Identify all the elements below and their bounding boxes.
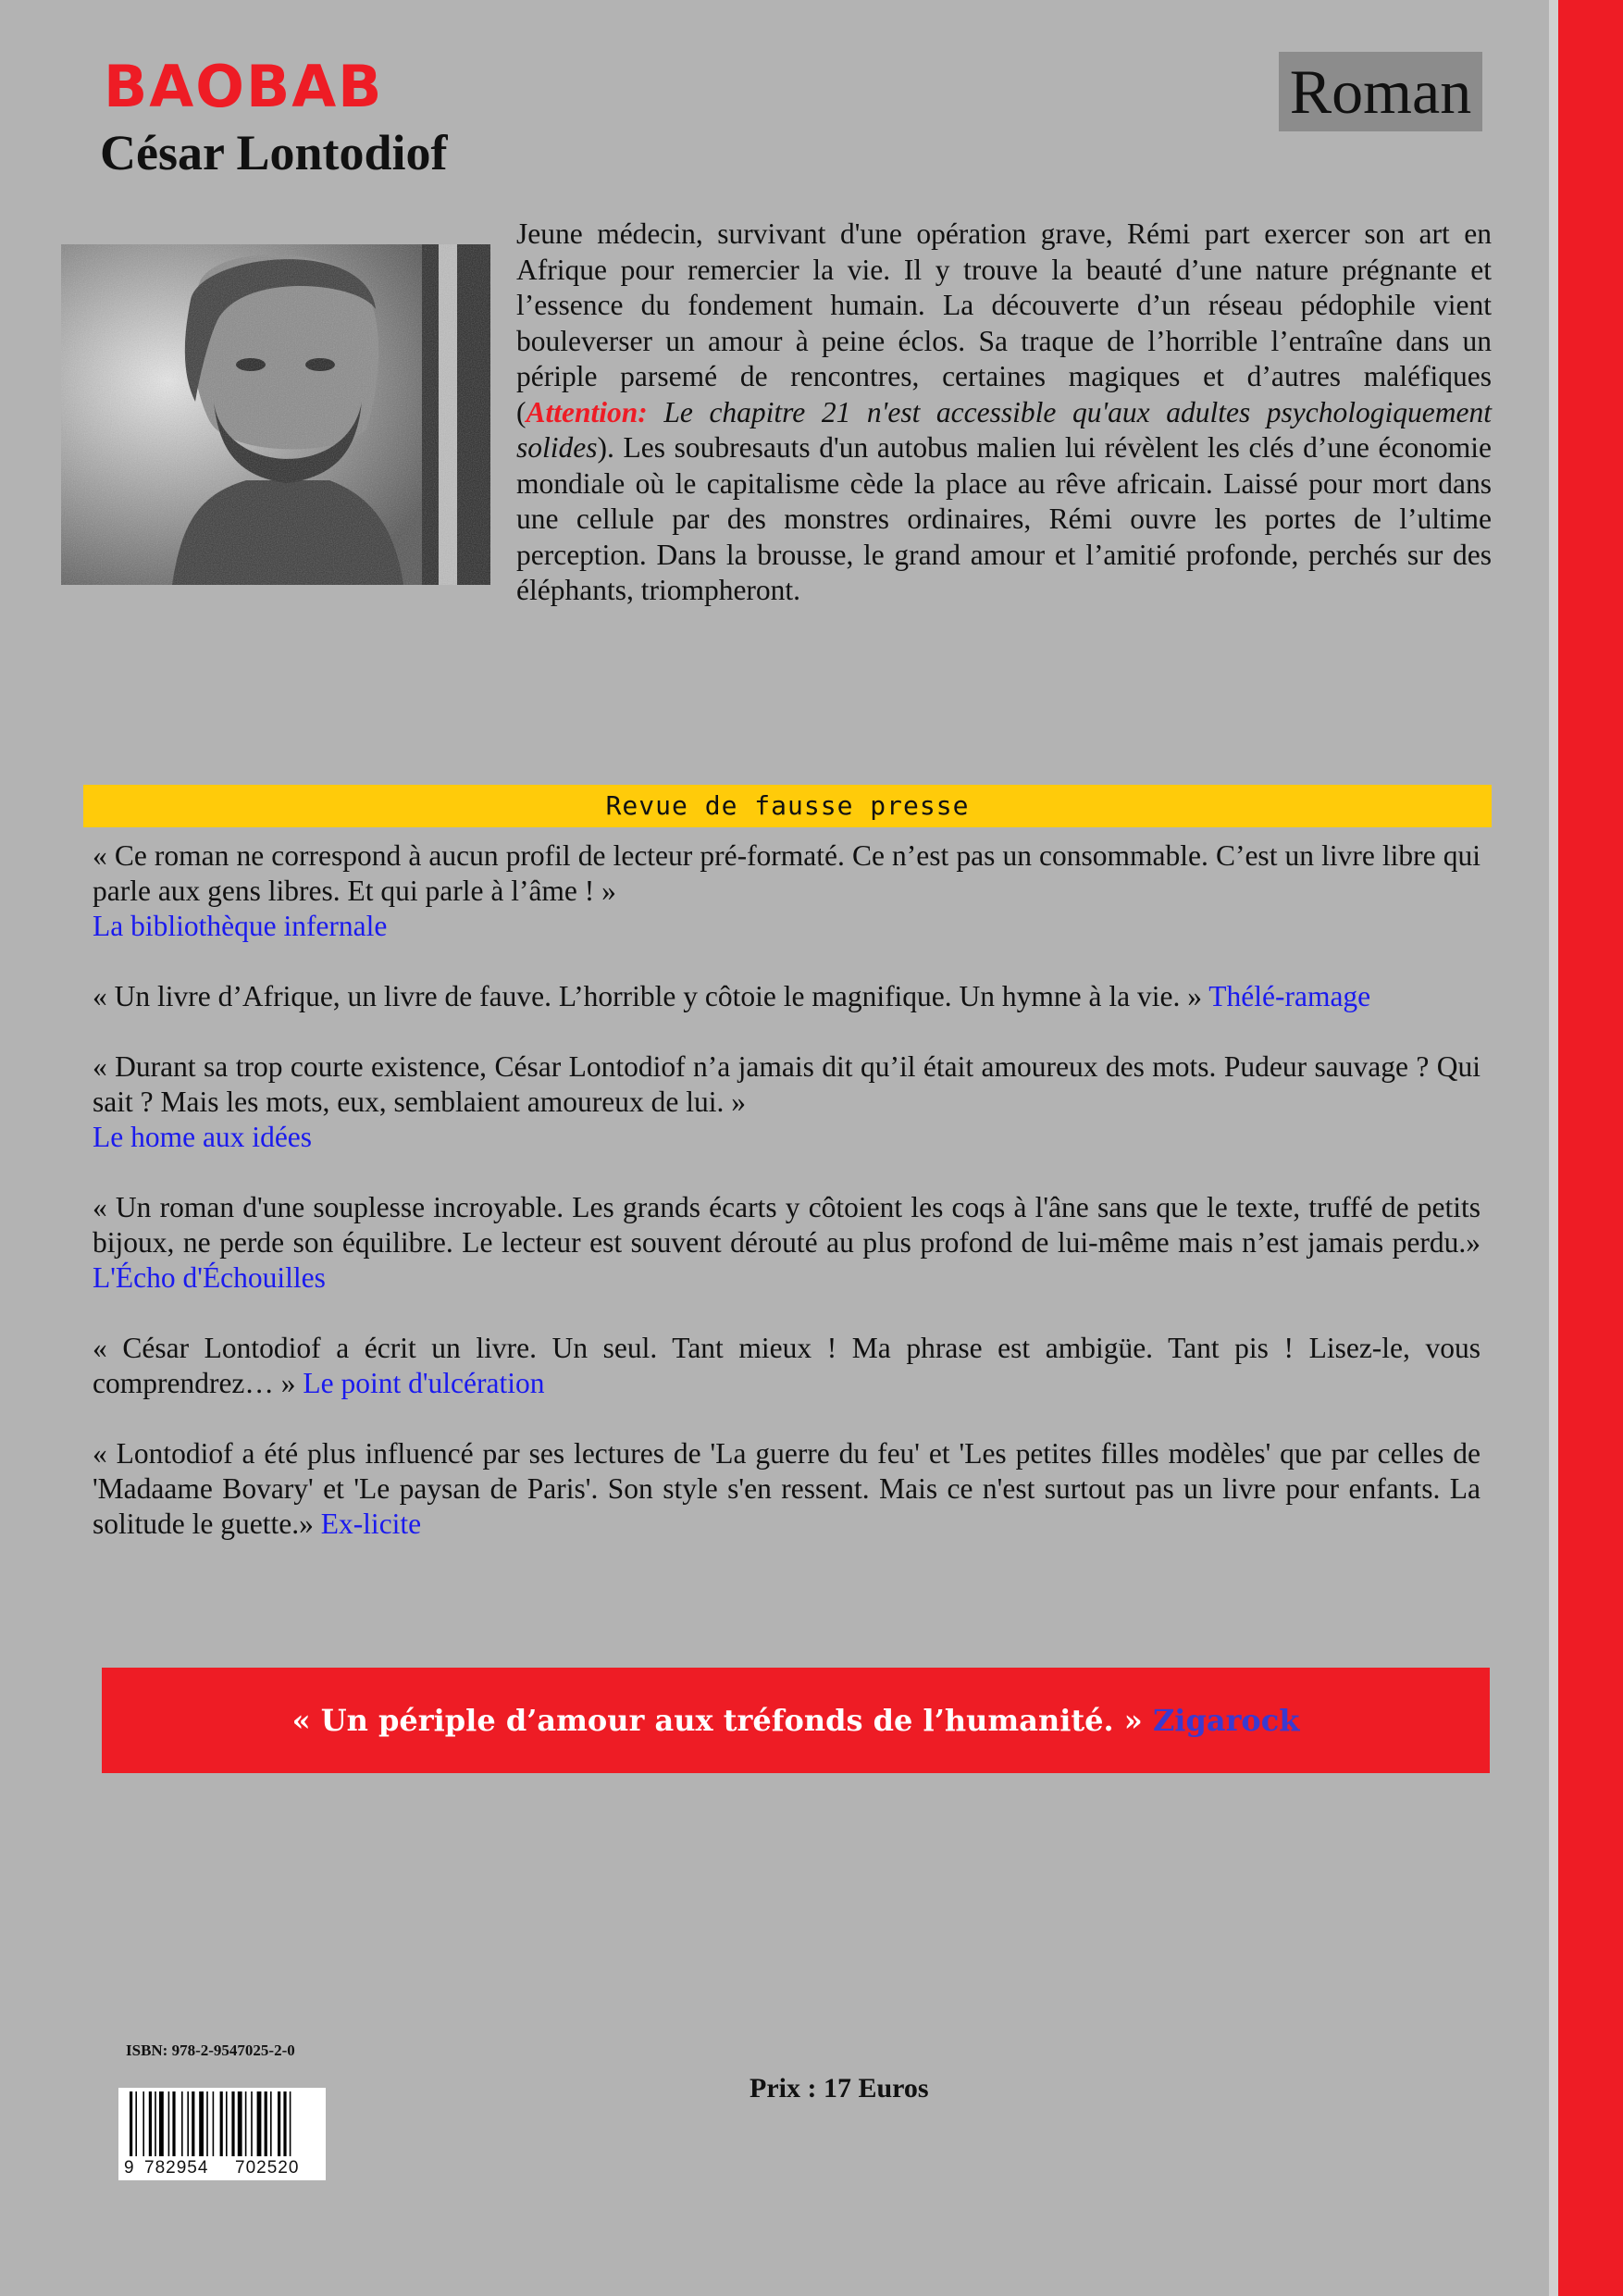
synopsis [516, 217, 1492, 609]
review-source: L'Écho d'Échouilles [93, 1261, 326, 1294]
review-quote: « César Lontodiof a écrit un livre. Un seul. Tant mieux ! Ma phrase est ambigüe. Tant pis ! Lisez-le, vous comprendrez… » [93, 1332, 1481, 1399]
warning-label: Attention [526, 395, 638, 428]
banner-source: Zigarock [1152, 1703, 1300, 1738]
synopsis-part2: ). Les soubresauts d'un autobus malien lui révèlent les clés d’une économie mondiale où le capitalisme cède la place au rêve africain. Laissé pour mort dans une cellule par des monstres ordinaires, Rémi ouvre les portes de l’ultime perception. Dans la brousse, le grand amour et l’amitié profonde, perchés sur des éléphants, triompheront. [516, 431, 1492, 606]
barcode [118, 2088, 326, 2180]
review-quote: « Un livre d’Afrique, un livre de fauve. L’horrible y côtoie le magnifique. Un hymne à la vie. » [93, 980, 1202, 1012]
press-review-title: Revue de fausse presse [83, 785, 1492, 827]
banner-quote: « Un périple d’amour aux tréfonds de l’humanité. » [291, 1703, 1143, 1738]
review-quote: « Durant sa trop courte existence, César Lontodiof n’a jamais dit qu’il était amoureux des mots. Pudeur sauvage ? Qui sait ? Mais les mots, eux, semblaient amoureux de lui. » [93, 1050, 1481, 1118]
review-source: Thélé-ramage [1208, 980, 1371, 1012]
review-quote: « Lontodiof a été plus influencé par ses lectures de 'La guerre du feu' et 'Les petites filles modèles' que par celles de 'Madaame Bovary' et 'Le paysan de Paris'. Son style s'en ressent. Mais ce n'est surtout pas un livre pour enfants. La solitude le guette.» [93, 1437, 1481, 1540]
spine-edge [1549, 0, 1558, 2296]
press-review [93, 1436, 1481, 1542]
barcode-group-2: 702520 [235, 2158, 300, 2178]
barcode-lead-digit: 9 [124, 2158, 134, 2178]
author-name: César Lontodiof [100, 125, 448, 180]
price-label: Prix : 17 Euros [750, 2073, 929, 2104]
publisher-brand: BAOBAB [104, 53, 384, 120]
genre-label: Roman [1279, 52, 1482, 131]
review-quote: « Ce roman ne correspond à aucun profil de lecteur pré-formaté. Ce n’est pas un consommable. C’est un livre libre qui parle aux gens libres. Et qui parle à l’âme ! » [93, 839, 1481, 907]
red-spine [1558, 0, 1623, 2296]
warning-text: Le chapitre 21 n'est accessible qu'aux adultes psychologiquement solides [516, 395, 1492, 464]
review-source: Le home aux idées [93, 1121, 313, 1153]
barcode-group-1: 782954 [144, 2158, 209, 2178]
press-review-list [93, 838, 1481, 1577]
press-review [93, 1049, 1481, 1155]
warning-colon: : [638, 395, 648, 428]
barcode-bars [118, 2088, 326, 2160]
author-portrait [61, 244, 490, 585]
review-source: La bibliothèque infernale [93, 910, 388, 942]
review-quote: « Un roman d'une souplesse incroyable. Les grands écarts y côtoient les coqs à l'âne sans que le texte, truffé de petits bijoux, ne perde son équilibre. Le lecteur est souvent dérouté au plus profond de lui-même mais n’est jamais perdu.» [93, 1191, 1481, 1259]
highlight-banner [102, 1668, 1490, 1773]
press-review [93, 838, 1481, 944]
review-source: Le point d'ulcération [303, 1367, 545, 1399]
press-review [93, 1190, 1481, 1296]
press-review [93, 1331, 1481, 1401]
synopsis-part1: Jeune médecin, survivant d'une opération grave, Rémi part exercer son art en Afrique pour remercier la vie. Il y trouve la beauté d’une nature prégnante et l’essence du fondement humain. La découverte d’un réseau pédophile vient bouleverser un amour à peine éclos. Sa traque de l’horrible l’entraîne dans un périple parsemé de rencontres, certaines magiques et d’autres maléfiques ( [516, 217, 1492, 428]
press-review [93, 979, 1481, 1014]
review-source: Ex-licite [320, 1508, 422, 1540]
isbn-label: ISBN: 978-2-9547025-2-0 [126, 2042, 295, 2059]
